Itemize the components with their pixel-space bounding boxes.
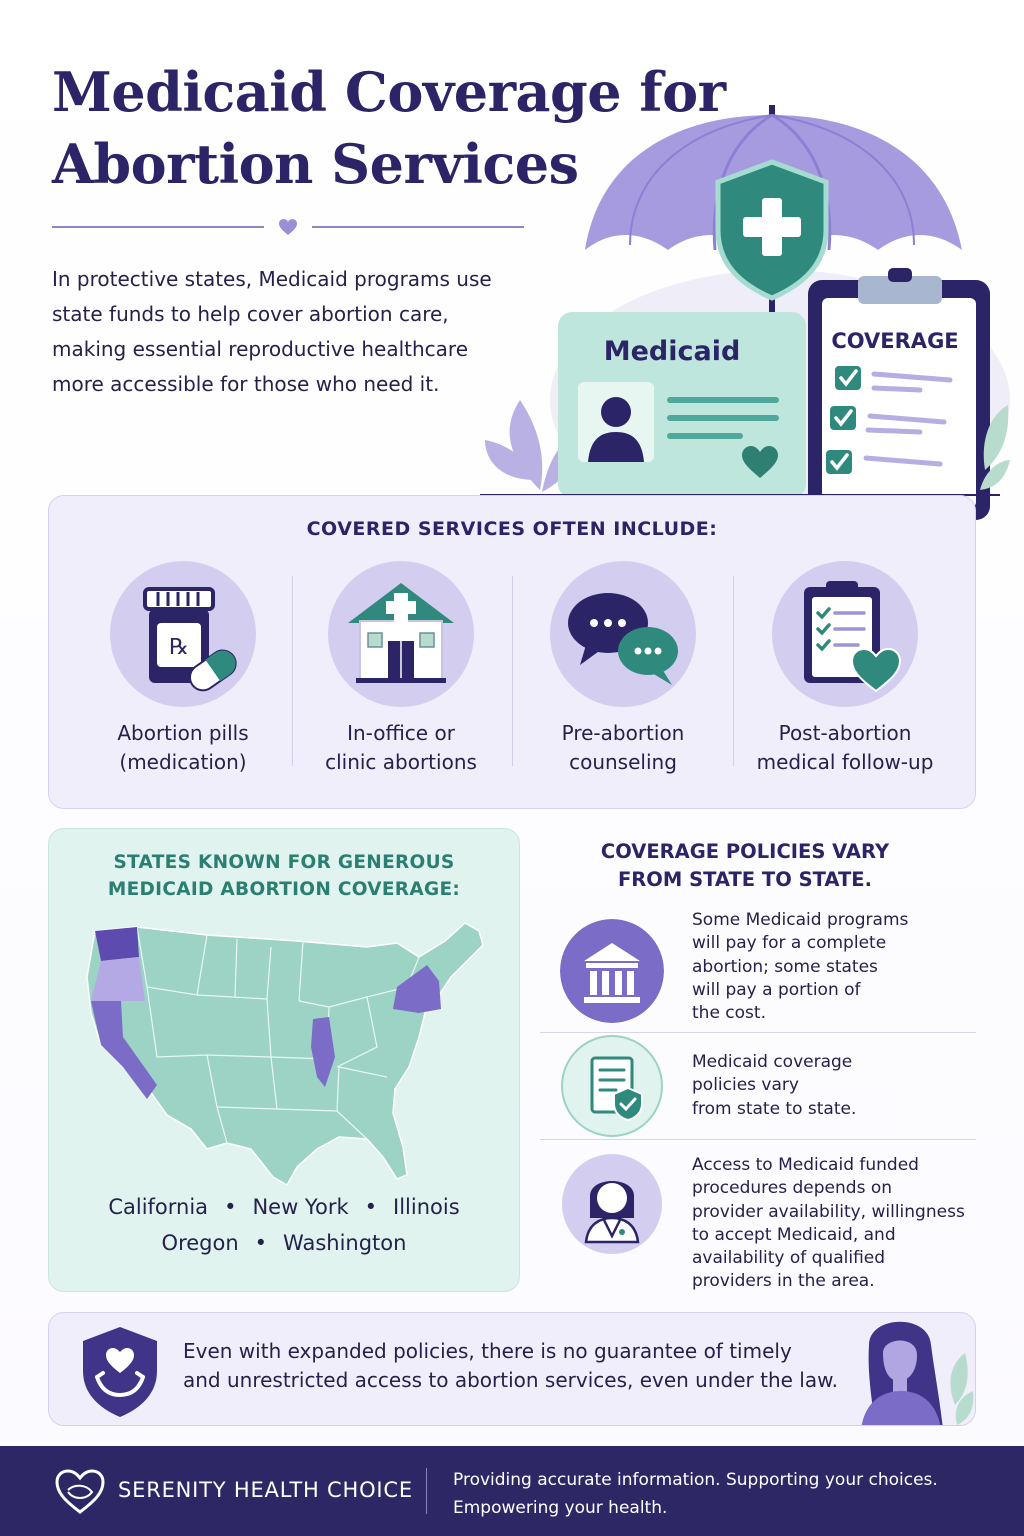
policy-text-line: Some Medicaid programs <box>692 910 909 930</box>
hero-illustration <box>480 100 1010 520</box>
service-label-line1: Post-abortion <box>778 721 912 745</box>
clinic-icon <box>328 561 474 707</box>
policy-text-line: Access to Medicaid funded <box>692 1155 919 1175</box>
pill-bottle-icon <box>110 561 256 707</box>
state-new-york: New York <box>252 1195 349 1219</box>
policy-text-line: procedures depends on <box>692 1178 893 1199</box>
svg-text:℞: ℞ <box>169 635 189 660</box>
brand-name: SERENITY HEALTH CHOICE <box>118 1478 413 1502</box>
policy-text-line: availability of qualified <box>692 1248 886 1269</box>
state-illinois: Illinois <box>393 1195 460 1219</box>
title-divider <box>52 220 524 234</box>
policy-text-line: Medicaid coverage <box>692 1052 853 1072</box>
states-row-1: California • New York • Illinois <box>108 1195 460 1219</box>
covered-services-panel <box>48 495 976 809</box>
brand-logo-icon <box>54 1468 106 1516</box>
map-washington <box>95 927 139 961</box>
service-label-line1: Abortion pills <box>117 721 249 745</box>
service-clinic-abortions <box>291 561 511 791</box>
document-shield-icon <box>560 1034 664 1138</box>
leaf-icon <box>950 1353 973 1425</box>
service-label-line2: counseling <box>569 750 677 774</box>
state-california: California <box>108 1195 209 1219</box>
service-label-line2: medical follow-up <box>756 750 934 774</box>
state-oregon: Oregon <box>161 1231 239 1255</box>
policy-text-line: the cost. <box>692 1003 766 1024</box>
woman-illustration <box>839 1312 976 1426</box>
policy-text-line: abortion; some states <box>692 956 878 977</box>
service-label-line2: (medication) <box>119 750 247 774</box>
states-row-2: Oregon • Washington <box>161 1231 407 1255</box>
policy-text-line: from state to state. <box>692 1098 857 1119</box>
states-heading: STATES KNOWN FOR GENEROUS MEDICAID ABORTION COVERAGE: <box>107 852 461 900</box>
policy-text-line: policies vary <box>692 1075 799 1096</box>
states-panel <box>48 828 520 1292</box>
footer-tagline: Providing accurate information. Supporting your choices. Empowering your health. <box>453 1470 938 1518</box>
policy-text-line: to accept Medicaid, and <box>692 1224 896 1245</box>
state-washington: Washington <box>283 1231 407 1255</box>
chat-bubbles-icon <box>550 561 696 707</box>
clipboard-label: COVERAGE <box>831 329 959 353</box>
service-abortion-pills <box>73 561 293 791</box>
policy-text-line: provider availability, willingness <box>692 1201 965 1222</box>
policy-text-line: will pay for a complete <box>692 933 887 954</box>
disclaimer-text: Even with expanded policies, there is no guarantee of timely and unrestricted access to abortion services, even under the law. <box>183 1339 838 1392</box>
clipboard-check-icon <box>808 268 990 520</box>
policy-heading: COVERAGE POLICIES VARY FROM STATE TO STATE. <box>600 840 890 891</box>
intro-text: In protective states, Medicaid programs use state funds to help cover abortion care, making essential reproductive healthcare more accessible for those who need it. <box>52 267 492 396</box>
policy-text-line: providers in the area. <box>692 1271 875 1292</box>
shield-heart-hands-icon <box>77 1323 163 1419</box>
services-heading: COVERED SERVICES OFTEN INCLUDE: <box>306 518 718 540</box>
us-map-icon <box>67 917 507 1217</box>
heart-icon <box>278 218 298 236</box>
footer <box>0 1446 1024 1536</box>
service-counseling <box>513 561 733 791</box>
card-label: Medicaid <box>603 336 741 367</box>
clipboard-heart-icon <box>772 561 918 707</box>
service-label-line1: In-office or <box>347 721 455 745</box>
service-label-line2: clinic abortions <box>325 750 477 774</box>
service-follow-up <box>735 561 955 791</box>
service-label-line1: Pre-abortion <box>561 721 685 745</box>
disclaimer-panel <box>48 1312 976 1426</box>
policy-text-line: will pay a portion of <box>692 979 861 1000</box>
doctor-icon <box>560 1152 664 1256</box>
page-title: Medicaid Coverage for Abortion Services <box>52 60 726 196</box>
government-building-icon <box>560 919 664 1023</box>
id-card-icon <box>558 312 806 498</box>
